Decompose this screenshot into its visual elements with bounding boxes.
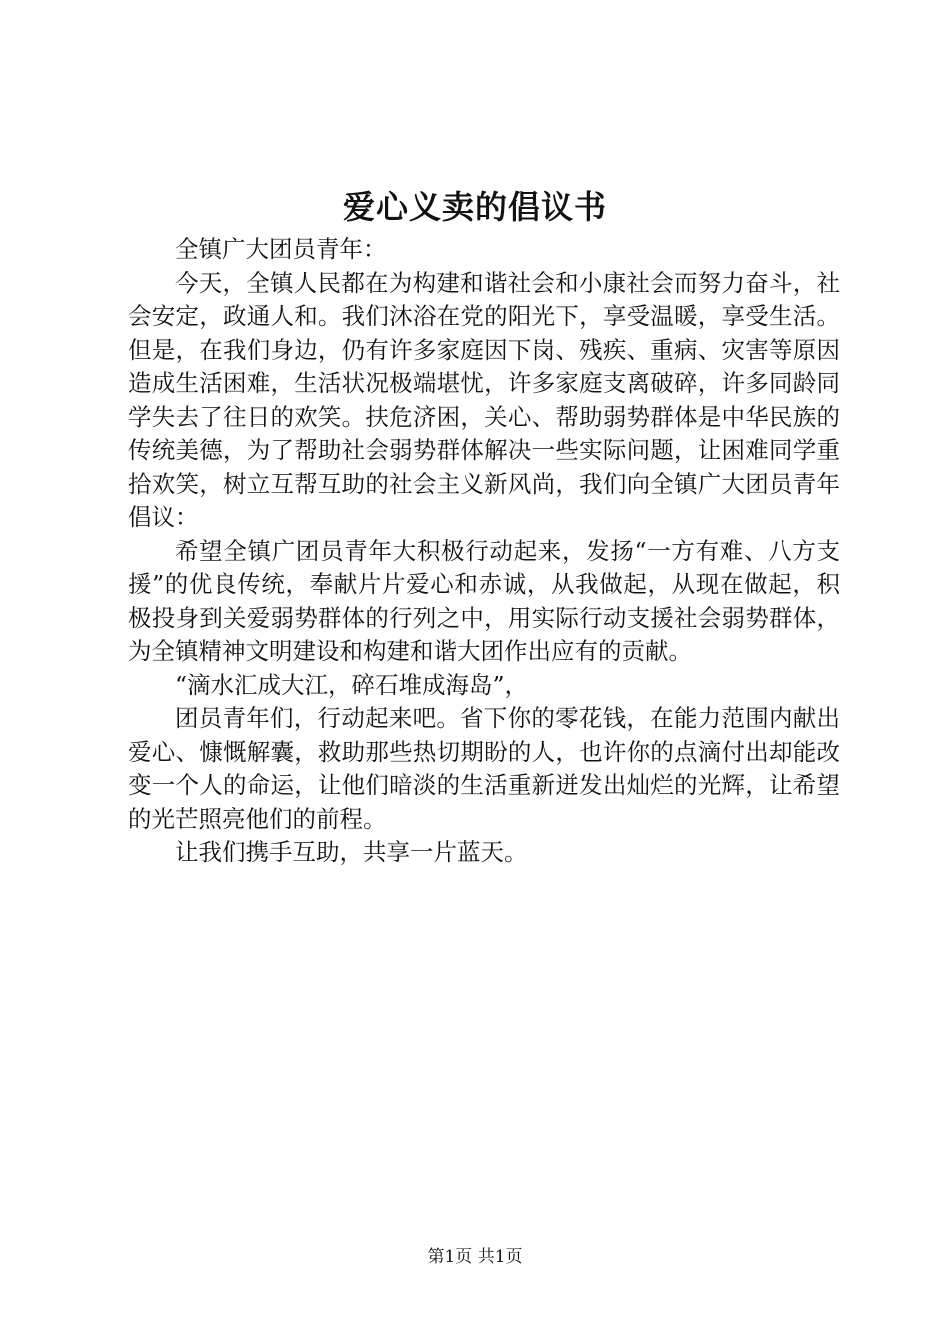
paragraph-appeal: 希望全镇广团员青年大积极行动起来，发扬“一方有难、八方支援”的优良传统，奉献片片爱心和赤诚，从我做起，从现在做起，积极投身到关爱弱势群体的行列之中，用实际行动支援社会弱势群体，为全镇精神文明建设和构建和谐大团作出应有的贡献。 (128, 536, 840, 665)
paragraph-intro: 今天，全镇人民都在为构建和谐社会和小康社会而努力奋斗，社会安定，政通人和。我们沐浴在党的阳光下，享受温暖，享受生活。但是，在我们身边，仍有许多家庭因下岗、残疾、重病、灾害等原因造成生活困难，生活状况极端堪忧，许多家庭支离破碎，许多同龄同学失去了往日的欢笑。扶危济困，关心、帮助弱势群体是中华民族的传统美德，为了帮助社会弱势群体解决一些实际问题，让困难同学重拾欢笑，树立互帮互助的社会主义新风尚，我们向全镇广大团员青年倡议： (128, 268, 840, 531)
salutation: 全镇广大团员青年： (175, 235, 387, 263)
document-body (128, 233, 840, 870)
paragraph-quote: “滴水汇成大江，碎石堆成海岛”， (175, 670, 529, 699)
paragraph-call-to-action: 团员青年们，行动起来吧。省下你的零花钱，在能力范围内献出爱心、慷慨解囊，救助那些热切期盼的人，也许你的点滴付出却能改变一个人的命运，让他们暗淡的生活重新迸发出灿烂的光辉，让希望的光芒照亮他们的前程。 (128, 704, 840, 833)
page-number-footer: 第1页 共1页 (427, 1247, 523, 1267)
document-title: 爱心义卖的倡议书 (342, 188, 607, 226)
paragraph-closing: 让我们携手互助，共享一片蓝天。 (175, 838, 528, 866)
